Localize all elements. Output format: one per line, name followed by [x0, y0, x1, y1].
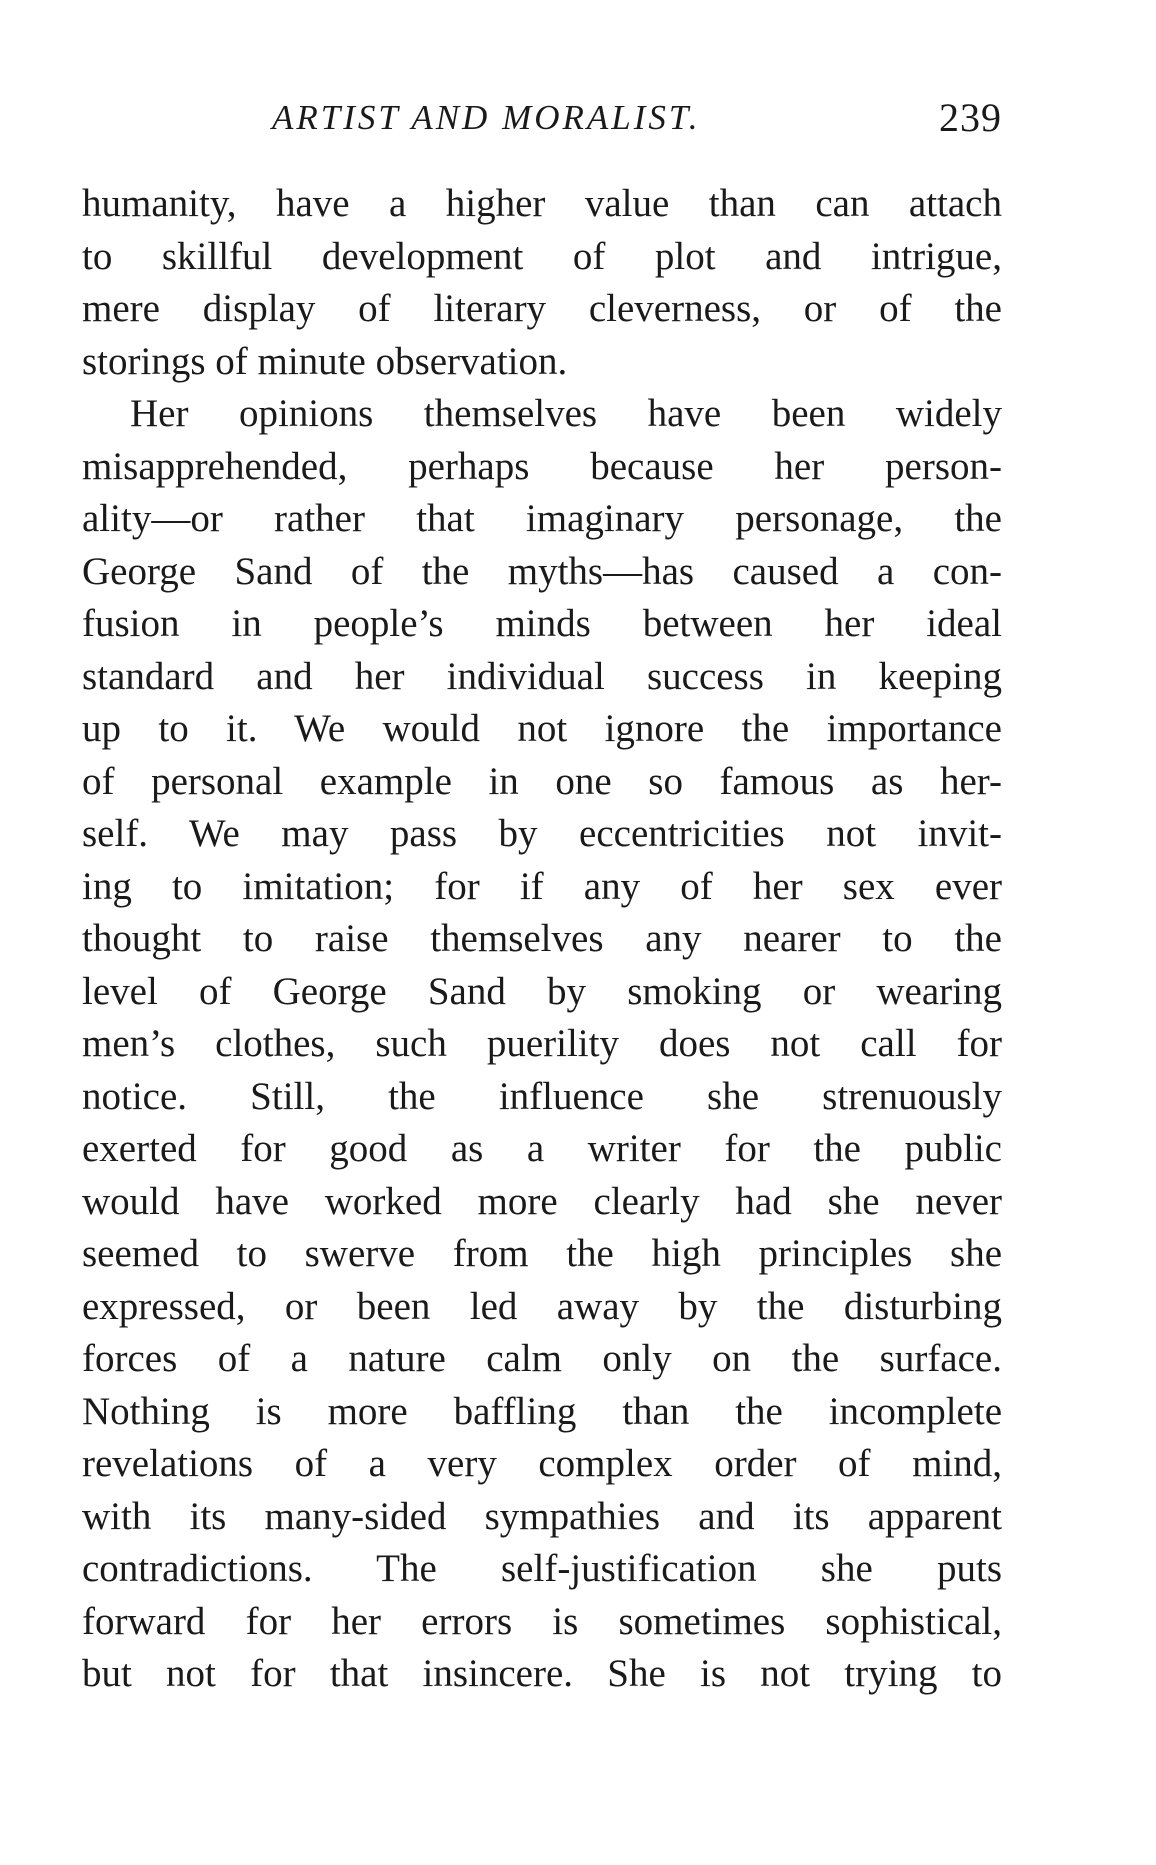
text-line: contradictions. The self-justification she puts: [82, 1547, 1002, 1590]
text-line: up to it. We would not ignore the importance: [82, 707, 1002, 750]
text-line: ality—or rather that imaginary personage, the: [82, 497, 1002, 540]
text-line: forces of a nature calm only on the surface.: [82, 1337, 1002, 1380]
text-line: expressed, or been led away by the disturbing: [82, 1284, 1002, 1328]
text-line: level of George Sand by smoking or wearing: [82, 969, 1002, 1013]
text-line: with its many-sided sympathies and its apparent: [82, 1494, 1002, 1538]
text-line: notice. Still, the influence she strenuously: [82, 1074, 1002, 1118]
text-line: ing to imitation; for if any of her sex ever: [82, 864, 1002, 908]
text-line: misapprehended, perhaps because her person-: [82, 444, 1002, 488]
text-line: men’s clothes, such puerility does not call for: [82, 1022, 1002, 1065]
text-line: exerted for good as a writer for the public: [82, 1127, 1002, 1170]
text-line: George Sand of the myths—has caused a con-: [82, 549, 1002, 593]
running-head: [82, 96, 1002, 156]
text-line: would have worked more clearly had she never: [82, 1179, 1002, 1223]
text-line: seemed to swerve from the high principles she: [82, 1232, 1002, 1275]
page-number: 239: [939, 95, 1002, 140]
text-line: revelations of a very complex order of mind,: [82, 1442, 1002, 1485]
running-title: ARTIST AND MORALIST.: [272, 98, 701, 137]
text-line: mere display of literary cleverness, or of the: [82, 287, 1002, 330]
text-line: standard and her individual success in keeping: [82, 654, 1002, 698]
text-line: storings of minute observation.: [82, 339, 568, 383]
body-text: [82, 178, 1002, 1701]
text-line: humanity, have a higher value than can attach: [82, 182, 1002, 225]
text-line: Nothing is more baffling than the incomplete: [82, 1389, 1002, 1433]
text-line: forward for her errors is sometimes sophistical,: [82, 1599, 1002, 1643]
text-line: fusion in people’s minds between her ideal: [82, 602, 1002, 645]
text-line: Her opinions themselves have been widely: [130, 392, 1002, 435]
text-line: self. We may pass by eccentricities not invit-: [82, 812, 1002, 855]
text-line: but not for that insincere. She is not trying to: [82, 1652, 1002, 1695]
text-line: of personal example in one so famous as her-: [82, 759, 1002, 803]
text-line: thought to raise themselves any nearer to the: [82, 917, 1002, 960]
text-line: to skillful development of plot and intrigue,: [82, 234, 1002, 278]
